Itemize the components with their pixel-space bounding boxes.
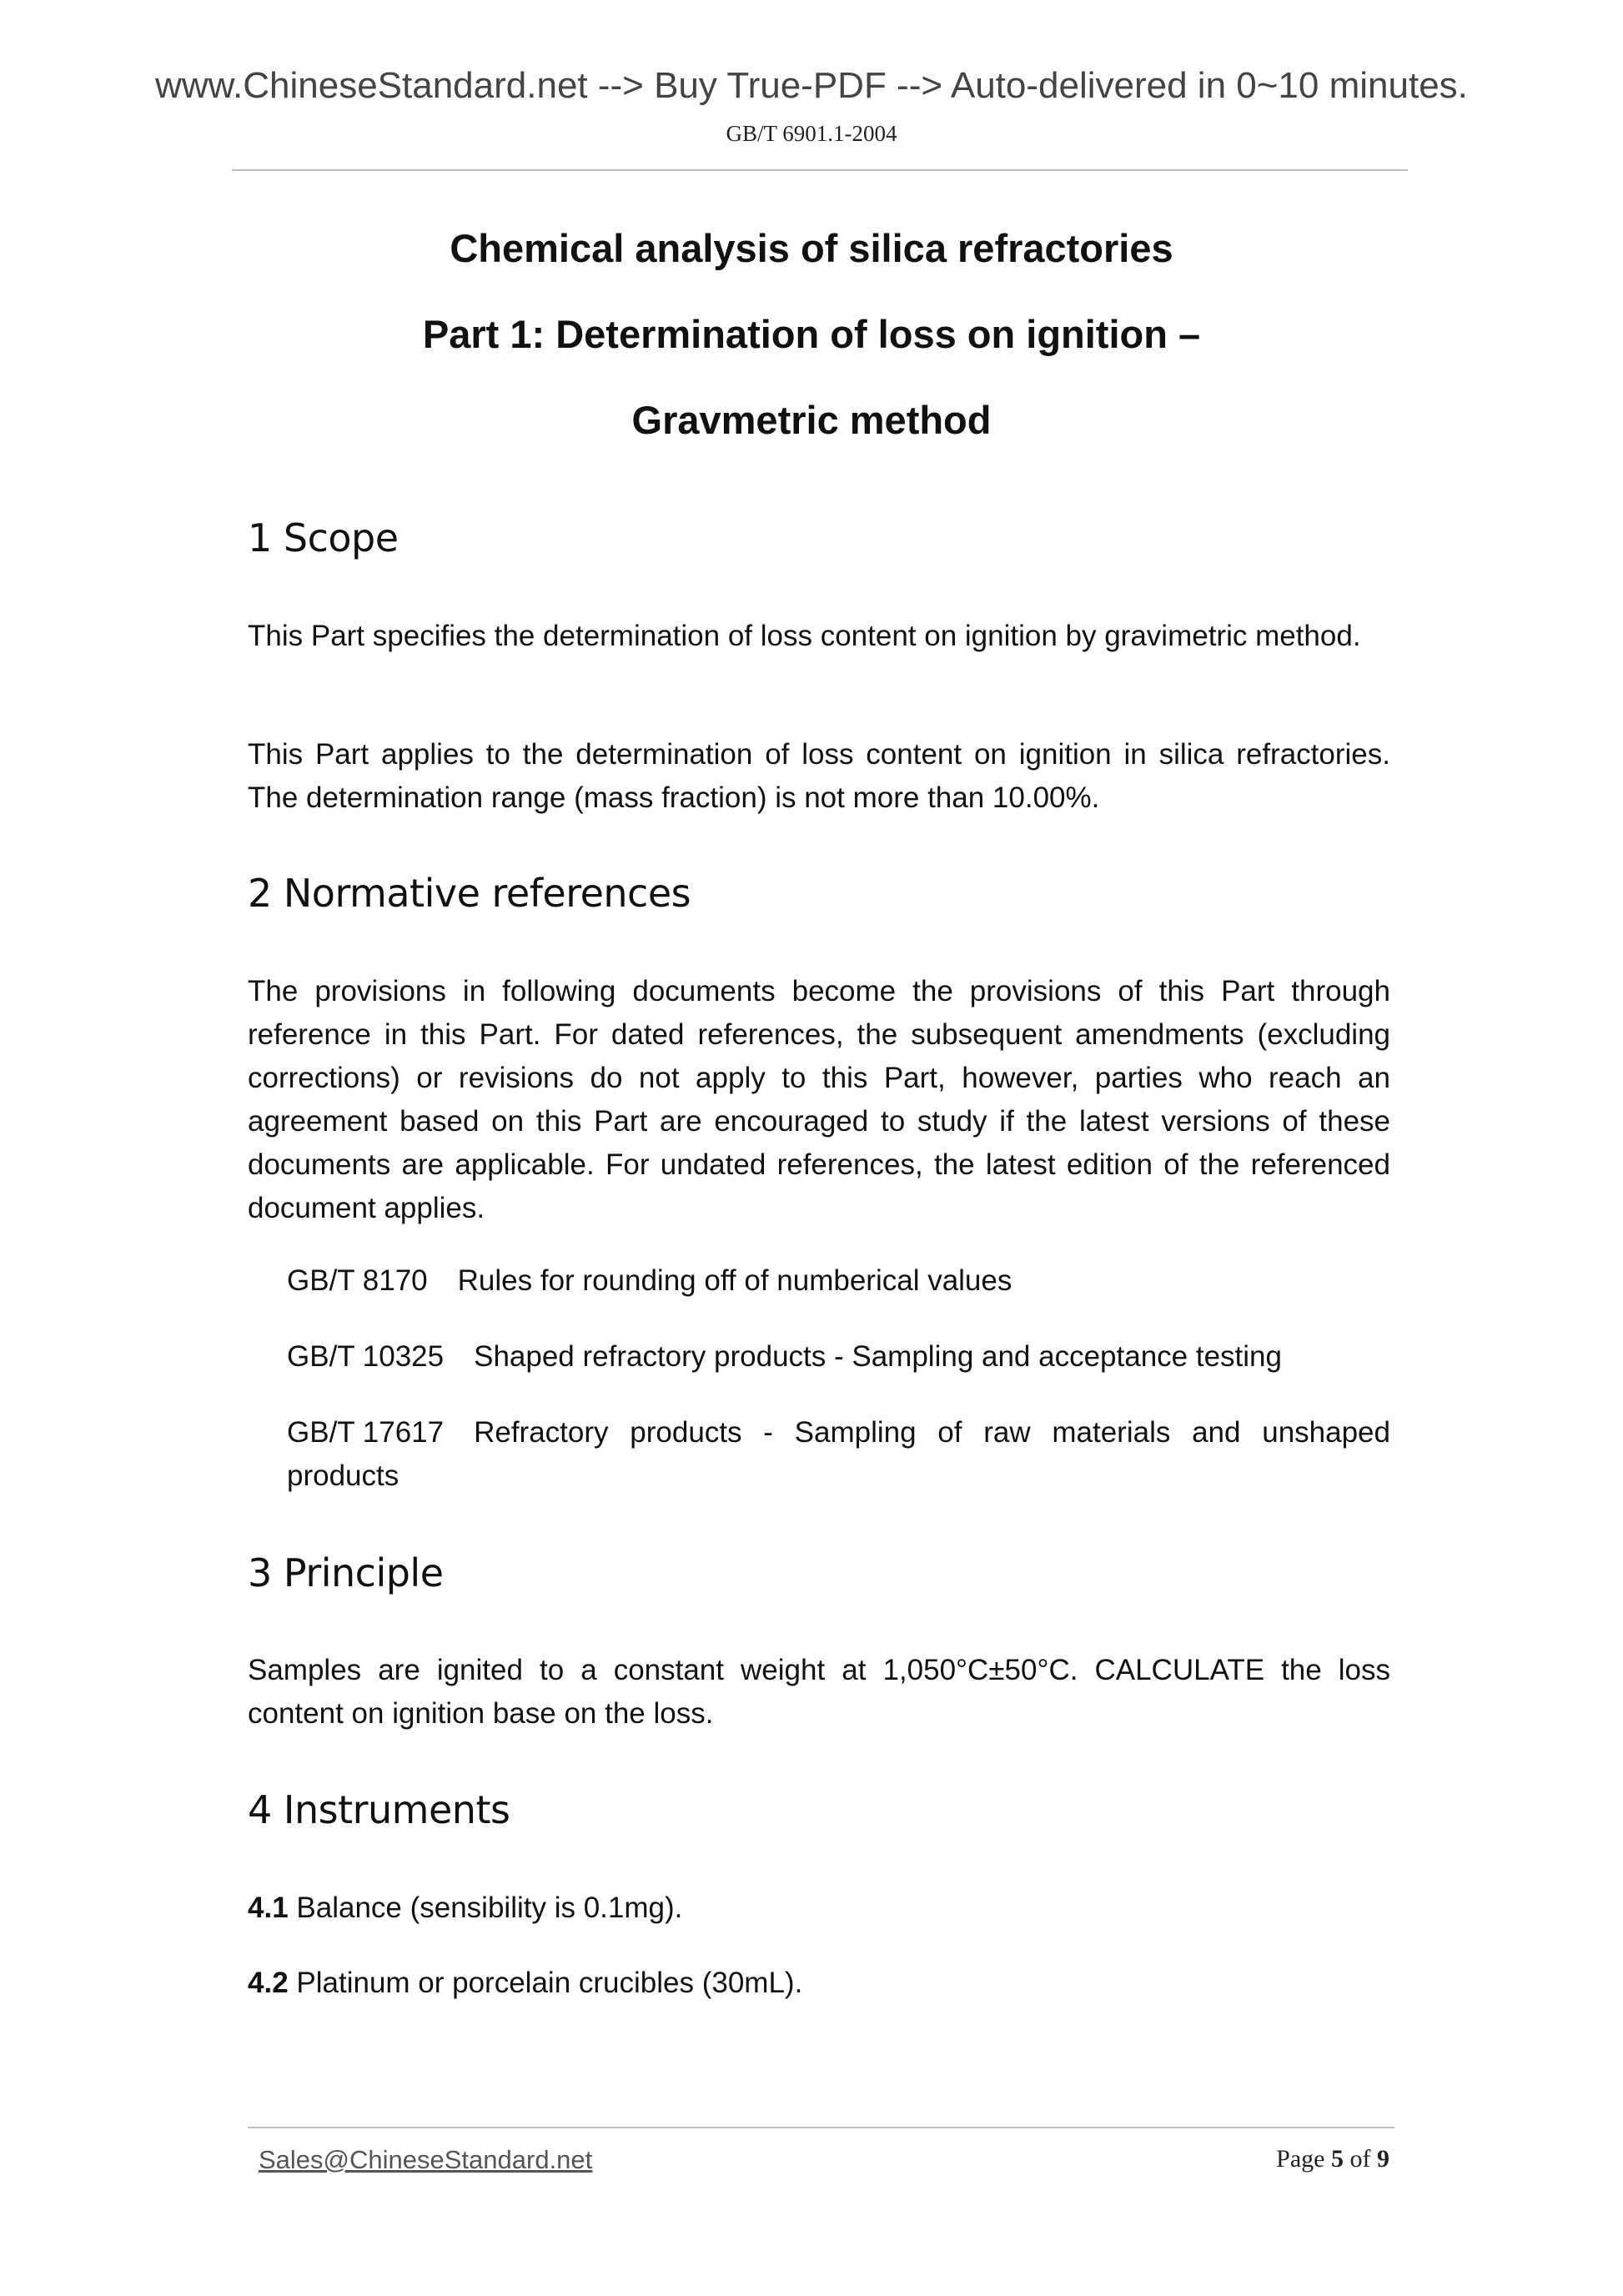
footer-divider [248, 2127, 1394, 2128]
instrument-item [248, 1887, 1390, 1930]
scope-paragraph-2: This Part applies to the determination of loss content on ignition in silica refractories. The determination range (mass fraction) is not more than 10.00%. [248, 738, 1390, 814]
section-heading-principle: 3 Principle [248, 1550, 444, 1595]
page-current: 5 [1331, 2145, 1344, 2173]
sales-email-link[interactable]: Sales@ChineseStandard.net [259, 2145, 593, 2174]
reference-code: GB/T 8170 [287, 1264, 428, 1297]
reference-item [287, 1411, 1390, 1498]
document-title-line-2: Part 1: Determination of loss on ignition – [422, 312, 1201, 356]
instrument-text: Balance (sensibility is 0.1mg). [296, 1892, 683, 1924]
reference-title: Rules for rounding off of numberical values [457, 1264, 1012, 1297]
header-divider [232, 169, 1408, 171]
reference-title: Refractory products - Sampling of raw materials and unshaped products [287, 1416, 1390, 1492]
page-total: 9 [1377, 2145, 1389, 2173]
instrument-number: 4.1 [248, 1892, 289, 1924]
reference-item [287, 1335, 1390, 1379]
section-heading-scope: 1 Scope [248, 515, 399, 560]
page-of-label: of [1349, 2145, 1371, 2173]
document-title-line-1: Chemical analysis of silica refractories [450, 226, 1173, 270]
document-title-line-3: Gravmetric method [631, 398, 992, 442]
normative-paragraph: The provisions in following documents become the provisions of this Part through reference in this Part. For dated references, the subsequent amendments (excluding corrections) or revisions do not apply to this Part, however, parties who reach an agreement based on this Part are encouraged to study if the latest versions of these documents are applicable. For undated references, the latest edition of the referenced document applies. [248, 975, 1390, 1224]
scope-paragraph-1: This Part specifies the determination of loss content on ignition by gravimetric method. [248, 620, 1361, 652]
section-heading-instruments: 4 Instruments [248, 1787, 510, 1832]
reference-code: GB/T 10325 [287, 1340, 445, 1373]
reference-code: GB/T 17617 [287, 1416, 445, 1449]
page-number [1276, 2145, 1389, 2173]
instrument-number: 4.2 [248, 1967, 289, 1999]
instrument-text: Platinum or porcelain crucibles (30mL). [296, 1967, 803, 1999]
page-label: Page [1276, 2145, 1325, 2173]
principle-paragraph: Samples are ignited to a constant weight at 1,050°C±50°C. CALCULATE the loss content on ignition base on the loss. [248, 1654, 1390, 1730]
site-banner: www.ChineseStandard.net --> Buy True-PDF --> Auto-delivered in 0~10 minutes. [155, 65, 1468, 106]
section-heading-normative-references: 2 Normative references [248, 871, 691, 916]
reference-item [287, 1259, 1390, 1303]
instrument-item [248, 1962, 1390, 2005]
reference-title: Shaped refractory products - Sampling and acceptance testing [474, 1340, 1282, 1373]
document-number: GB/T 6901.1-2004 [726, 121, 897, 146]
